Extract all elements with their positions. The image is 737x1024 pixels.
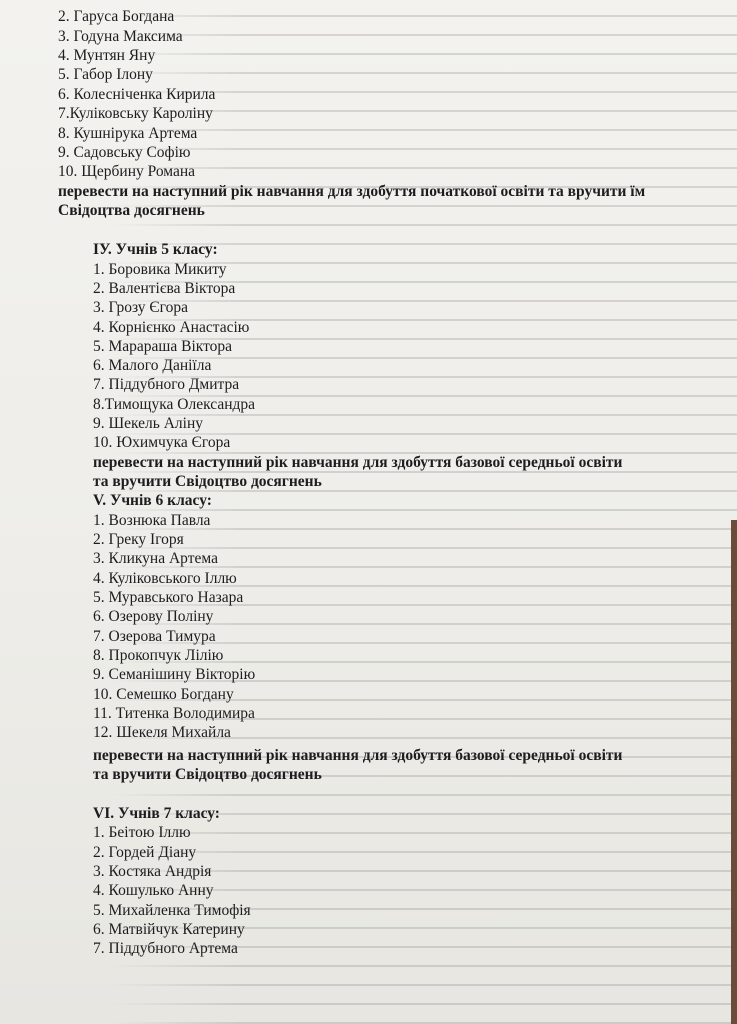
resolution-text: та вручити Свідоцтво досягнень	[93, 766, 322, 783]
list-item: 9. Шекель Аліну	[93, 415, 203, 432]
list-item: 7. Озерова Тимура	[93, 628, 216, 645]
section-heading: ІУ. Учнів 5 класу:	[93, 241, 218, 258]
list-item: 1. Беітою Іллю	[93, 824, 191, 841]
list-item: 12. Шекеля Михайла	[93, 724, 231, 741]
list-item: 3. Грозу Єгора	[93, 299, 188, 316]
list-item: 6. Озерову Поліну	[93, 608, 214, 625]
list-item: 5. Муравського Назара	[93, 589, 244, 606]
list-item: 3. Костяка Андрія	[93, 863, 212, 880]
list-item: 5. Марараша Віктора	[93, 338, 233, 355]
list-item: 2. Греку Ігоря	[93, 531, 184, 548]
desk-edge	[731, 520, 737, 1024]
list-item: 5. Габор Ілону	[58, 66, 153, 83]
list-item: 4. Мунтян Яну	[58, 47, 156, 64]
list-item: 6. Малого Даніїла	[93, 357, 212, 374]
list-item: 1. Боровика Микиту	[93, 261, 227, 278]
list-item: 7. Піддубного Дмитра	[93, 376, 240, 393]
resolution-text: та вручити Свідоцтво досягнень	[93, 473, 322, 490]
list-item: 11. Титенка Володимира	[93, 705, 255, 722]
list-item: 3. Годуна Максима	[58, 28, 183, 45]
resolution-text: перевести на наступний рік навчання для здобуття базової середньої освіти	[93, 454, 623, 471]
list-item: 6. Колесніченка Кирила	[58, 86, 216, 103]
list-item: 3. Кликуна Артема	[93, 550, 218, 567]
list-item: 4. Куліковського Іллю	[93, 570, 237, 587]
list-item: 7.Куліковську Кароліну	[58, 105, 213, 122]
resolution-text: перевести на наступний рік навчання для здобуття базової середньої освіти	[93, 747, 623, 764]
list-item: 5. Михайленка Тимофія	[93, 902, 251, 919]
list-item: 8. Кушнірука Артема	[58, 125, 198, 142]
list-item: 4. Корнієнко Анастасію	[93, 319, 250, 336]
resolution-text: перевести на наступний рік навчання для здобуття початкової освіти та вручити їм	[58, 183, 646, 200]
list-item: 2. Гаруса Богдана	[58, 8, 175, 25]
list-item: 8.Тимощука Олександра	[93, 396, 256, 413]
list-item: 2. Валентієва Віктора	[93, 280, 236, 297]
list-item: 6. Матвійчук Катерину	[93, 921, 245, 938]
list-item: 9. Садовську Софію	[58, 144, 191, 161]
list-item: 1. Вознюка Павла	[93, 512, 211, 529]
list-item: 10. Семешко Богдану	[93, 686, 234, 703]
list-item: 4. Кошулько Анну	[93, 882, 214, 899]
list-item: 7. Піддубного Артема	[93, 940, 238, 957]
section-heading: VI. Учнів 7 класу:	[93, 805, 220, 822]
resolution-text: Свідоцтва досягнень	[58, 202, 205, 219]
list-item: 10. Щербину Романа	[58, 163, 196, 180]
list-item: 9. Семанішину Вікторію	[93, 666, 256, 683]
list-item: 2. Гордей Діану	[93, 844, 197, 861]
section-heading: V. Учнів 6 класу:	[93, 492, 212, 509]
list-item: 10. Юхимчука Єгора	[93, 434, 231, 451]
list-item: 8. Прокопчук Лілію	[93, 647, 224, 664]
